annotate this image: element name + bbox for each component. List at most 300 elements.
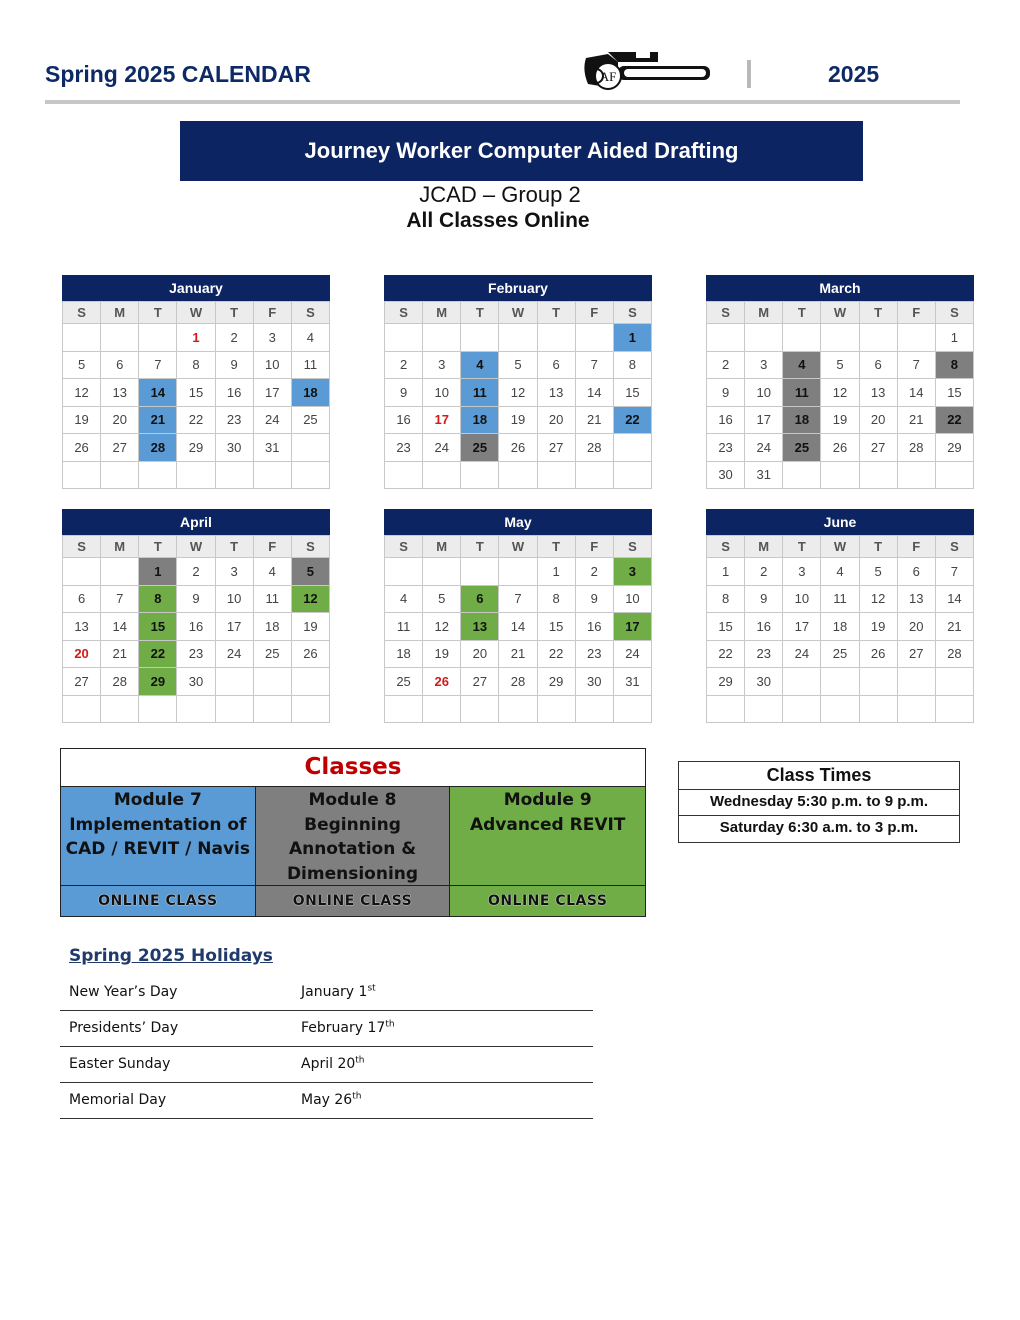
holiday-date-suffix: th <box>355 1055 365 1066</box>
weekday-label: M <box>745 536 783 558</box>
day-cell: 4 <box>461 351 499 379</box>
day-cell: 10 <box>253 351 291 379</box>
day-cell: 18 <box>253 613 291 641</box>
day-cell: 3 <box>423 351 461 379</box>
holiday-row <box>60 975 593 1011</box>
day-cell: 25 <box>783 434 821 462</box>
module-7-line: Implementation of <box>69 814 247 835</box>
day-cell: 29 <box>139 668 177 696</box>
weekday-label: T <box>859 302 897 324</box>
day-cell: 8 <box>177 351 215 379</box>
day-cell: 13 <box>101 379 139 407</box>
day-cell: 5 <box>63 351 101 379</box>
class-time-row: Wednesday 5:30 p.m. to 9 p.m. <box>679 790 959 816</box>
week-row <box>63 434 330 462</box>
month-january <box>62 275 330 489</box>
holiday-row <box>60 1047 593 1083</box>
holiday-row <box>60 1083 593 1119</box>
day-cell: 18 <box>461 406 499 434</box>
day-cell: 21 <box>139 406 177 434</box>
day-cell: 5 <box>499 351 537 379</box>
empty-day-cell <box>215 668 253 696</box>
day-cell: 11 <box>385 613 423 641</box>
month-grid <box>384 535 652 723</box>
day-cell: 21 <box>101 640 139 668</box>
day-cell: 16 <box>745 613 783 641</box>
day-cell: 9 <box>575 585 613 613</box>
module-9-line: Module 9 <box>503 790 592 810</box>
empty-day-cell <box>291 668 329 696</box>
empty-day-cell <box>745 324 783 352</box>
empty-day-cell <box>101 558 139 586</box>
day-cell: 22 <box>935 406 973 434</box>
day-cell: 1 <box>537 558 575 586</box>
weekday-label: T <box>215 536 253 558</box>
day-cell: 3 <box>215 558 253 586</box>
day-cell: 23 <box>575 640 613 668</box>
day-cell: 16 <box>177 613 215 641</box>
day-cell: 1 <box>177 324 215 352</box>
empty-day-cell <box>745 695 783 723</box>
module-9-line: Advanced REVIT <box>469 814 626 835</box>
module-8-cell <box>256 787 451 885</box>
class-times-title: Class Times <box>679 762 959 790</box>
day-cell: 22 <box>537 640 575 668</box>
day-cell: 20 <box>859 406 897 434</box>
day-cell: 24 <box>745 434 783 462</box>
empty-day-cell <box>821 668 859 696</box>
day-cell: 9 <box>385 379 423 407</box>
month-grid <box>706 535 974 723</box>
day-cell: 18 <box>385 640 423 668</box>
month-grid <box>706 301 974 489</box>
empty-day-cell <box>63 324 101 352</box>
week-row <box>707 324 974 352</box>
day-cell: 26 <box>291 640 329 668</box>
pipe-wrench-logo-icon <box>578 48 716 94</box>
day-cell: 31 <box>745 461 783 489</box>
empty-day-cell <box>613 434 651 462</box>
week-row <box>63 695 330 723</box>
day-cell: 28 <box>139 434 177 462</box>
week-row <box>707 461 974 489</box>
day-cell: 27 <box>897 640 935 668</box>
day-cell: 4 <box>253 558 291 586</box>
day-cell: 8 <box>613 351 651 379</box>
weekday-label: F <box>897 536 935 558</box>
weekday-label: S <box>291 302 329 324</box>
weekday-label: W <box>177 302 215 324</box>
day-cell: 22 <box>707 640 745 668</box>
day-cell: 3 <box>613 558 651 586</box>
week-row <box>385 640 652 668</box>
week-row <box>707 695 974 723</box>
day-cell: 23 <box>385 434 423 462</box>
empty-day-cell <box>575 461 613 489</box>
day-cell: 23 <box>707 434 745 462</box>
day-cell: 5 <box>821 351 859 379</box>
day-cell: 11 <box>253 585 291 613</box>
weekday-header-row <box>707 536 974 558</box>
weekday-label: M <box>423 536 461 558</box>
day-cell: 30 <box>745 668 783 696</box>
empty-day-cell <box>935 668 973 696</box>
holiday-date-text: February 17 <box>301 1020 386 1036</box>
week-row <box>63 558 330 586</box>
day-cell: 8 <box>139 585 177 613</box>
day-cell: 12 <box>821 379 859 407</box>
day-cell: 4 <box>821 558 859 586</box>
weekday-label: T <box>783 536 821 558</box>
empty-day-cell <box>897 461 935 489</box>
week-row <box>63 406 330 434</box>
empty-day-cell <box>499 324 537 352</box>
empty-day-cell <box>783 324 821 352</box>
empty-day-cell <box>101 461 139 489</box>
week-row <box>63 379 330 407</box>
day-cell: 24 <box>423 434 461 462</box>
day-cell: 13 <box>537 379 575 407</box>
week-row <box>385 668 652 696</box>
day-cell: 10 <box>613 585 651 613</box>
month-name: January <box>62 275 330 301</box>
day-cell: 15 <box>537 613 575 641</box>
day-cell: 13 <box>461 613 499 641</box>
holiday-date <box>301 984 376 1000</box>
week-row <box>63 324 330 352</box>
empty-day-cell <box>783 668 821 696</box>
day-cell: 8 <box>537 585 575 613</box>
weekday-header-row <box>63 302 330 324</box>
weekday-label: F <box>253 536 291 558</box>
week-row <box>385 351 652 379</box>
day-cell: 20 <box>63 640 101 668</box>
day-cell: 20 <box>461 640 499 668</box>
weekday-label: S <box>935 536 973 558</box>
holiday-date-suffix: st <box>367 983 376 994</box>
page-title: Spring 2025 CALENDAR <box>45 61 311 87</box>
weekday-header-row <box>63 536 330 558</box>
day-cell: 9 <box>215 351 253 379</box>
holiday-date-text: April 20 <box>301 1056 356 1072</box>
class-times-box <box>678 761 960 843</box>
day-cell: 7 <box>499 585 537 613</box>
holiday-date <box>301 1092 361 1108</box>
weekday-label: W <box>499 302 537 324</box>
day-cell: 19 <box>423 640 461 668</box>
week-row <box>63 668 330 696</box>
day-cell: 23 <box>177 640 215 668</box>
month-may <box>384 509 652 723</box>
day-cell: 4 <box>783 351 821 379</box>
empty-day-cell <box>859 461 897 489</box>
day-cell: 17 <box>745 406 783 434</box>
day-cell: 26 <box>859 640 897 668</box>
weekday-label: M <box>745 302 783 324</box>
empty-day-cell <box>537 324 575 352</box>
day-cell: 26 <box>423 668 461 696</box>
empty-day-cell <box>783 461 821 489</box>
weekday-label: T <box>461 302 499 324</box>
empty-day-cell <box>423 324 461 352</box>
day-cell: 14 <box>935 585 973 613</box>
week-row <box>385 585 652 613</box>
day-cell: 12 <box>291 585 329 613</box>
month-february <box>384 275 652 489</box>
month-april <box>62 509 330 723</box>
day-cell: 24 <box>613 640 651 668</box>
day-cell: 29 <box>935 434 973 462</box>
module-8-line: Annotation & <box>288 839 417 859</box>
day-cell: 6 <box>859 351 897 379</box>
day-cell: 13 <box>859 379 897 407</box>
empty-day-cell <box>461 324 499 352</box>
month-name: June <box>706 509 974 535</box>
weekday-label: W <box>499 536 537 558</box>
day-cell: 2 <box>177 558 215 586</box>
day-cell: 28 <box>499 668 537 696</box>
holiday-date-suffix: th <box>385 1019 395 1030</box>
weekday-label: S <box>707 302 745 324</box>
day-cell: 2 <box>707 351 745 379</box>
module-7-line: Module 7 <box>113 790 202 810</box>
day-cell: 30 <box>215 434 253 462</box>
program-title: Journey Worker Computer Aided Drafting <box>304 138 739 163</box>
month-name: February <box>384 275 652 301</box>
day-cell: 8 <box>707 585 745 613</box>
format-row <box>61 885 645 916</box>
day-cell: 30 <box>177 668 215 696</box>
day-cell: 22 <box>613 406 651 434</box>
day-cell: 12 <box>63 379 101 407</box>
day-cell: 6 <box>897 558 935 586</box>
week-row <box>63 640 330 668</box>
empty-day-cell <box>897 324 935 352</box>
weekday-label: W <box>821 302 859 324</box>
weekday-label: M <box>423 302 461 324</box>
weekday-label: S <box>935 302 973 324</box>
day-cell: 6 <box>461 585 499 613</box>
week-row <box>63 613 330 641</box>
day-cell: 14 <box>897 379 935 407</box>
day-cell: 10 <box>215 585 253 613</box>
empty-day-cell <box>461 461 499 489</box>
class-time-row: Saturday 6:30 a.m. to 3 p.m. <box>719 819 919 836</box>
day-cell: 25 <box>385 668 423 696</box>
empty-day-cell <box>63 461 101 489</box>
day-cell: 14 <box>575 379 613 407</box>
day-cell: 6 <box>63 585 101 613</box>
day-cell: 31 <box>613 668 651 696</box>
day-cell: 9 <box>745 585 783 613</box>
weekday-label: W <box>821 536 859 558</box>
day-cell: 29 <box>707 668 745 696</box>
group-label: JCAD – Group 2 <box>419 182 581 207</box>
weekday-header-row <box>707 302 974 324</box>
day-cell: 16 <box>215 379 253 407</box>
day-cell: 11 <box>291 351 329 379</box>
week-row <box>707 406 974 434</box>
empty-day-cell <box>821 324 859 352</box>
empty-day-cell <box>177 461 215 489</box>
day-cell: 27 <box>537 434 575 462</box>
day-cell: 10 <box>783 585 821 613</box>
weekday-label: F <box>897 302 935 324</box>
weekday-label: T <box>139 302 177 324</box>
day-cell: 30 <box>707 461 745 489</box>
empty-day-cell <box>177 695 215 723</box>
day-cell: 14 <box>139 379 177 407</box>
day-cell: 1 <box>613 324 651 352</box>
day-cell: 12 <box>499 379 537 407</box>
day-cell: 3 <box>253 324 291 352</box>
day-cell: 17 <box>613 613 651 641</box>
day-cell: 5 <box>859 558 897 586</box>
empty-day-cell <box>253 695 291 723</box>
day-cell: 24 <box>215 640 253 668</box>
day-cell: 11 <box>783 379 821 407</box>
day-cell: 2 <box>215 324 253 352</box>
module-row <box>61 787 645 885</box>
day-cell: 15 <box>139 613 177 641</box>
day-cell: 7 <box>935 558 973 586</box>
day-cell: 1 <box>707 558 745 586</box>
header-rule <box>45 100 960 104</box>
day-cell: 16 <box>385 406 423 434</box>
empty-day-cell <box>537 695 575 723</box>
day-cell: 28 <box>935 640 973 668</box>
empty-day-cell <box>215 461 253 489</box>
weekday-label: T <box>461 536 499 558</box>
empty-day-cell <box>291 461 329 489</box>
day-cell: 16 <box>575 613 613 641</box>
empty-day-cell <box>897 668 935 696</box>
empty-day-cell <box>821 461 859 489</box>
week-row <box>385 324 652 352</box>
module-7-line: CAD / REVIT / Navis <box>65 839 250 859</box>
week-row <box>385 434 652 462</box>
holiday-name: Memorial Day <box>69 1092 167 1108</box>
day-cell: 29 <box>177 434 215 462</box>
weekday-label: W <box>177 536 215 558</box>
day-cell: 15 <box>707 613 745 641</box>
weekday-label: T <box>215 302 253 324</box>
day-cell: 11 <box>821 585 859 613</box>
day-cell: 3 <box>745 351 783 379</box>
svg-text:AF: AF <box>599 69 617 84</box>
day-cell: 7 <box>139 351 177 379</box>
empty-day-cell <box>253 668 291 696</box>
week-row <box>707 613 974 641</box>
day-cell: 26 <box>821 434 859 462</box>
weekday-label: S <box>63 302 101 324</box>
week-row <box>63 585 330 613</box>
week-row <box>707 558 974 586</box>
holiday-date <box>301 1020 395 1036</box>
header-year: 2025 <box>828 61 880 87</box>
weekday-header-row <box>385 302 652 324</box>
empty-day-cell <box>215 695 253 723</box>
month-name: May <box>384 509 652 535</box>
empty-day-cell <box>101 695 139 723</box>
empty-day-cell <box>859 324 897 352</box>
day-cell: 15 <box>935 379 973 407</box>
weekday-label: F <box>575 302 613 324</box>
day-cell: 20 <box>101 406 139 434</box>
day-cell: 21 <box>499 640 537 668</box>
day-cell: 2 <box>745 558 783 586</box>
week-row <box>385 613 652 641</box>
day-cell: 19 <box>859 613 897 641</box>
day-cell: 20 <box>537 406 575 434</box>
day-cell: 17 <box>253 379 291 407</box>
module-7-format: ONLINE CLASS <box>61 885 256 916</box>
classes-title: Classes <box>61 749 645 787</box>
empty-day-cell <box>423 461 461 489</box>
empty-day-cell <box>537 461 575 489</box>
classes-legend <box>60 748 646 917</box>
module-8-line: Dimensioning <box>286 863 419 884</box>
day-cell: 26 <box>499 434 537 462</box>
empty-day-cell <box>139 695 177 723</box>
day-cell: 21 <box>935 613 973 641</box>
day-cell: 22 <box>177 406 215 434</box>
program-banner <box>180 121 863 181</box>
holiday-date-text: January 1 <box>301 984 368 1000</box>
empty-day-cell <box>461 558 499 586</box>
day-cell: 21 <box>575 406 613 434</box>
empty-day-cell <box>783 695 821 723</box>
day-cell: 5 <box>291 558 329 586</box>
week-row <box>385 461 652 489</box>
empty-day-cell <box>575 695 613 723</box>
weekday-label: T <box>859 536 897 558</box>
week-row <box>707 351 974 379</box>
empty-day-cell <box>423 558 461 586</box>
week-row <box>707 585 974 613</box>
day-cell: 16 <box>707 406 745 434</box>
day-cell: 27 <box>461 668 499 696</box>
holiday-date-text: May 26 <box>301 1092 353 1108</box>
weekday-header-row <box>385 536 652 558</box>
empty-day-cell <box>707 695 745 723</box>
day-cell: 10 <box>423 379 461 407</box>
month-march <box>706 275 974 489</box>
day-cell: 31 <box>253 434 291 462</box>
day-cell: 14 <box>101 613 139 641</box>
weekday-label: T <box>139 536 177 558</box>
day-cell: 18 <box>783 406 821 434</box>
day-cell: 12 <box>423 613 461 641</box>
week-row <box>63 351 330 379</box>
empty-day-cell <box>859 668 897 696</box>
day-cell: 25 <box>291 406 329 434</box>
empty-day-cell <box>139 461 177 489</box>
empty-day-cell <box>291 434 329 462</box>
day-cell: 2 <box>385 351 423 379</box>
day-cell: 6 <box>101 351 139 379</box>
header-separator <box>747 60 751 88</box>
empty-day-cell <box>291 695 329 723</box>
day-cell: 4 <box>385 585 423 613</box>
day-cell: 18 <box>821 613 859 641</box>
module-7-cell <box>61 787 256 885</box>
month-name: March <box>706 275 974 301</box>
weekday-label: F <box>575 536 613 558</box>
empty-day-cell <box>385 695 423 723</box>
holiday-date-suffix: th <box>352 1091 362 1102</box>
empty-day-cell <box>575 324 613 352</box>
